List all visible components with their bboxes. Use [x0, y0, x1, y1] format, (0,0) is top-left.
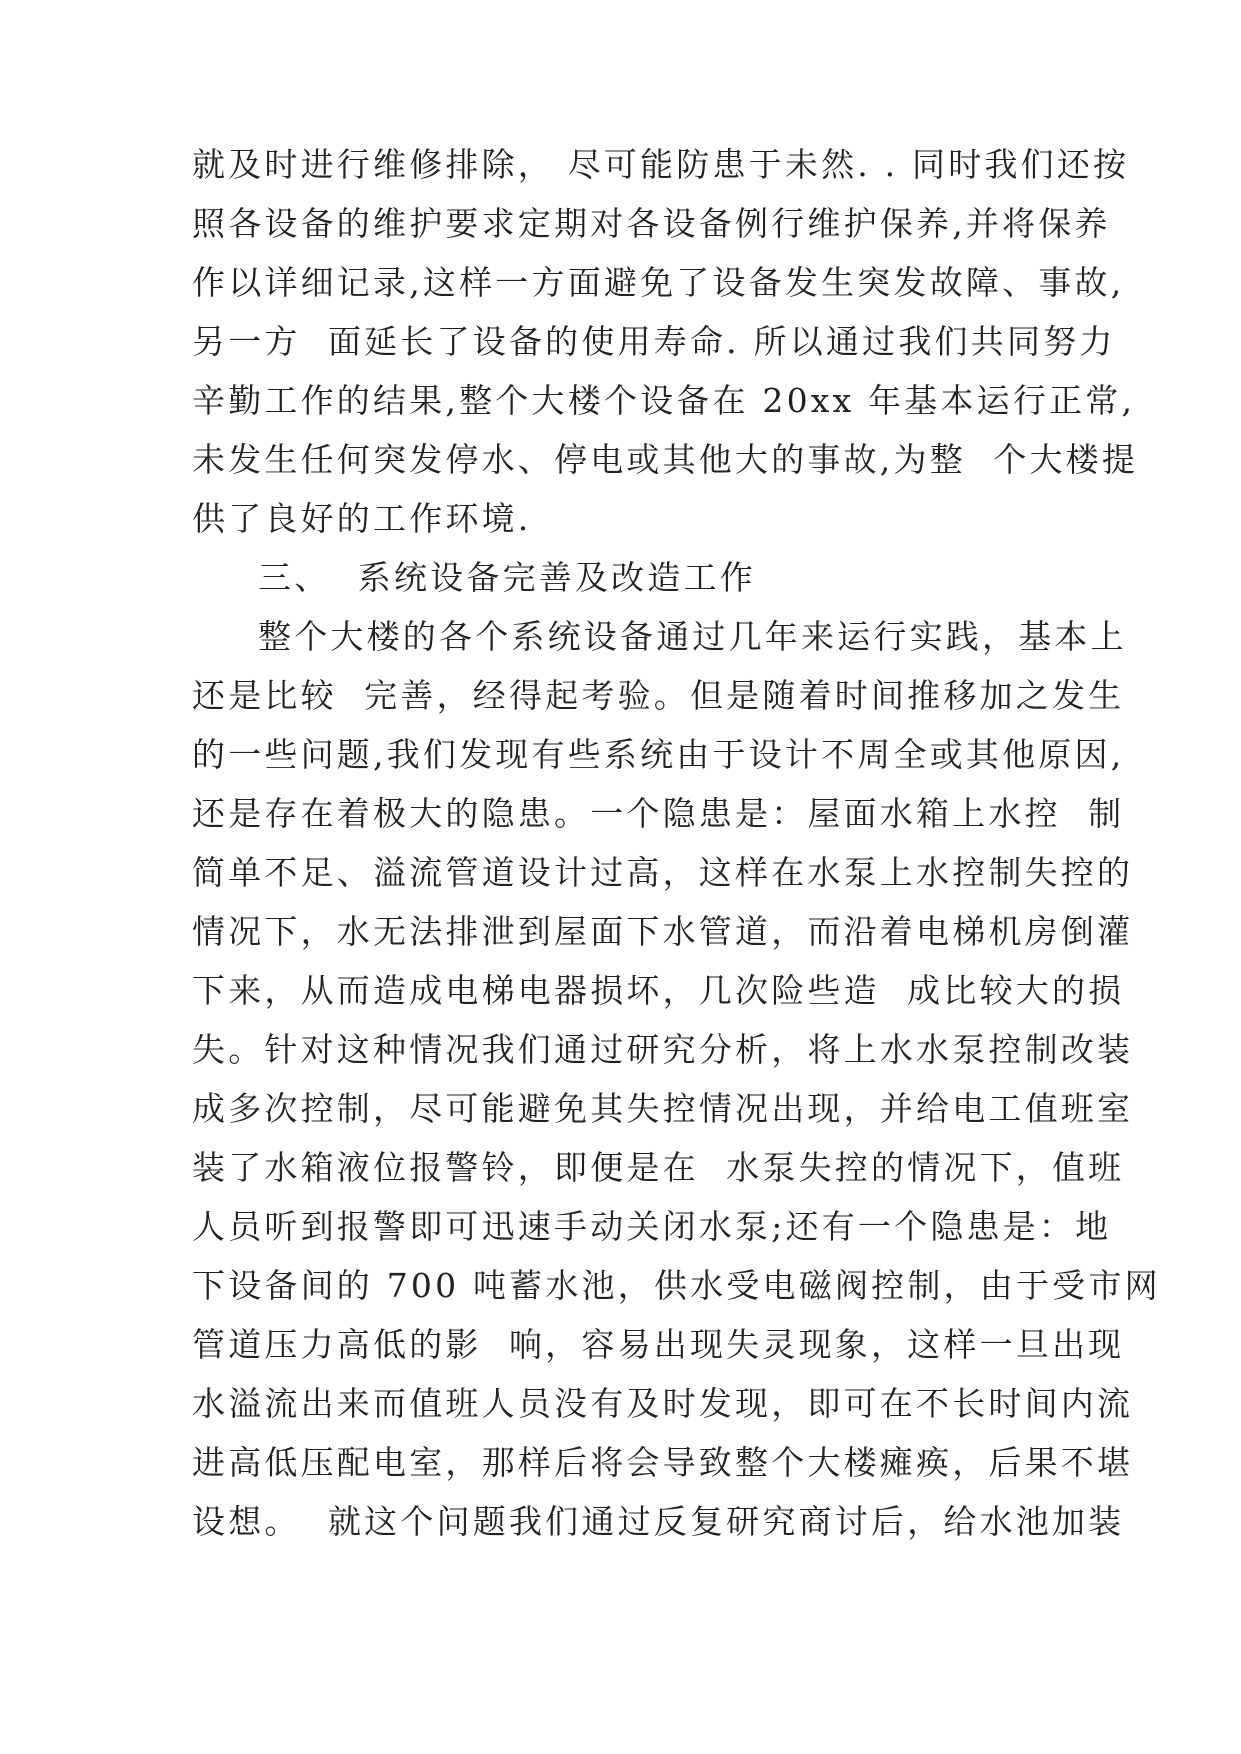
text-line: 下设备间的 700 吨蓄水池，供水受电磁阀控制，由于受市网: [192, 1266, 1161, 1305]
text-line: 还是存在着极大的隐患。一个隐患是：屋面水箱上水控 制: [192, 794, 1125, 833]
text-line: 水溢流出来而值班人员没有及时发现，即可在不长时间内流: [192, 1384, 1134, 1423]
text-line: 下来，从而造成电梯电器损坏，几次险些造 成比较大的损: [192, 971, 1125, 1010]
text-line: 供了良好的工作环境.: [192, 499, 532, 538]
text-line: 作以详细记录,这样一方面避免了设备发生突发故障、事故,: [192, 263, 1125, 302]
text-line: 未发生任何突发停水、停电或其他大的事故,为整 个大楼提: [192, 440, 1139, 479]
text-line: 简单不足、溢流管道设计过高，这样在水泵上水控制失控的: [192, 853, 1134, 892]
text-line: 情况下，水无法排泄到屋面下水管道，而沿着电梯机房倒灌: [192, 912, 1134, 951]
text-line: 就及时进行维修排除， 尽可能防患于未然. . 同时我们还按: [192, 145, 1130, 184]
text-line: 管道压力高低的影 响，容易出现失灵现象，这样一旦出现: [192, 1325, 1125, 1364]
paragraph-start: 整个大楼的各个系统设备通过几年来运行实践，基本上: [258, 617, 1127, 656]
text-line: 设想。 就这个问题我们通过反复研究商讨后，给水池加装: [192, 1502, 1125, 1541]
body-text: [192, 135, 1161, 1551]
text-line: 的一些问题,我们发现有些系统由于设计不周全或其他原因,: [192, 735, 1125, 774]
text-line: 失。针对这种情况我们通过研究分析，将上水水泵控制改装: [192, 1030, 1134, 1069]
text-line: 照各设备的维护要求定期对各设备例行维护保养,并将保养: [192, 204, 1111, 243]
text-line: 人员听到报警即可迅速手动关闭水泵;还有一个隐患是：地: [192, 1207, 1112, 1246]
text-line: 成多次控制，尽可能避免其失控情况出现，并给电工值班室: [192, 1089, 1134, 1128]
text-line: 装了水箱液位报警铃，即便是在 水泵失控的情况下，值班: [192, 1148, 1125, 1187]
text-line: 另一方 面延长了设备的使用寿命. 所以通过我们共同努力: [192, 322, 1116, 361]
section-heading: 三、 系统设备完善及改造工作: [258, 558, 756, 597]
text-line: 辛勤工作的结果,整个大楼个设备在 20xx 年基本运行正常,: [192, 381, 1136, 420]
text-line: 还是比较 完善，经得起考验。但是随着时间推移加之发生: [192, 676, 1125, 715]
text-line: 进高低压配电室，那样后将会导致整个大楼瘫痪，后果不堪: [192, 1443, 1134, 1482]
